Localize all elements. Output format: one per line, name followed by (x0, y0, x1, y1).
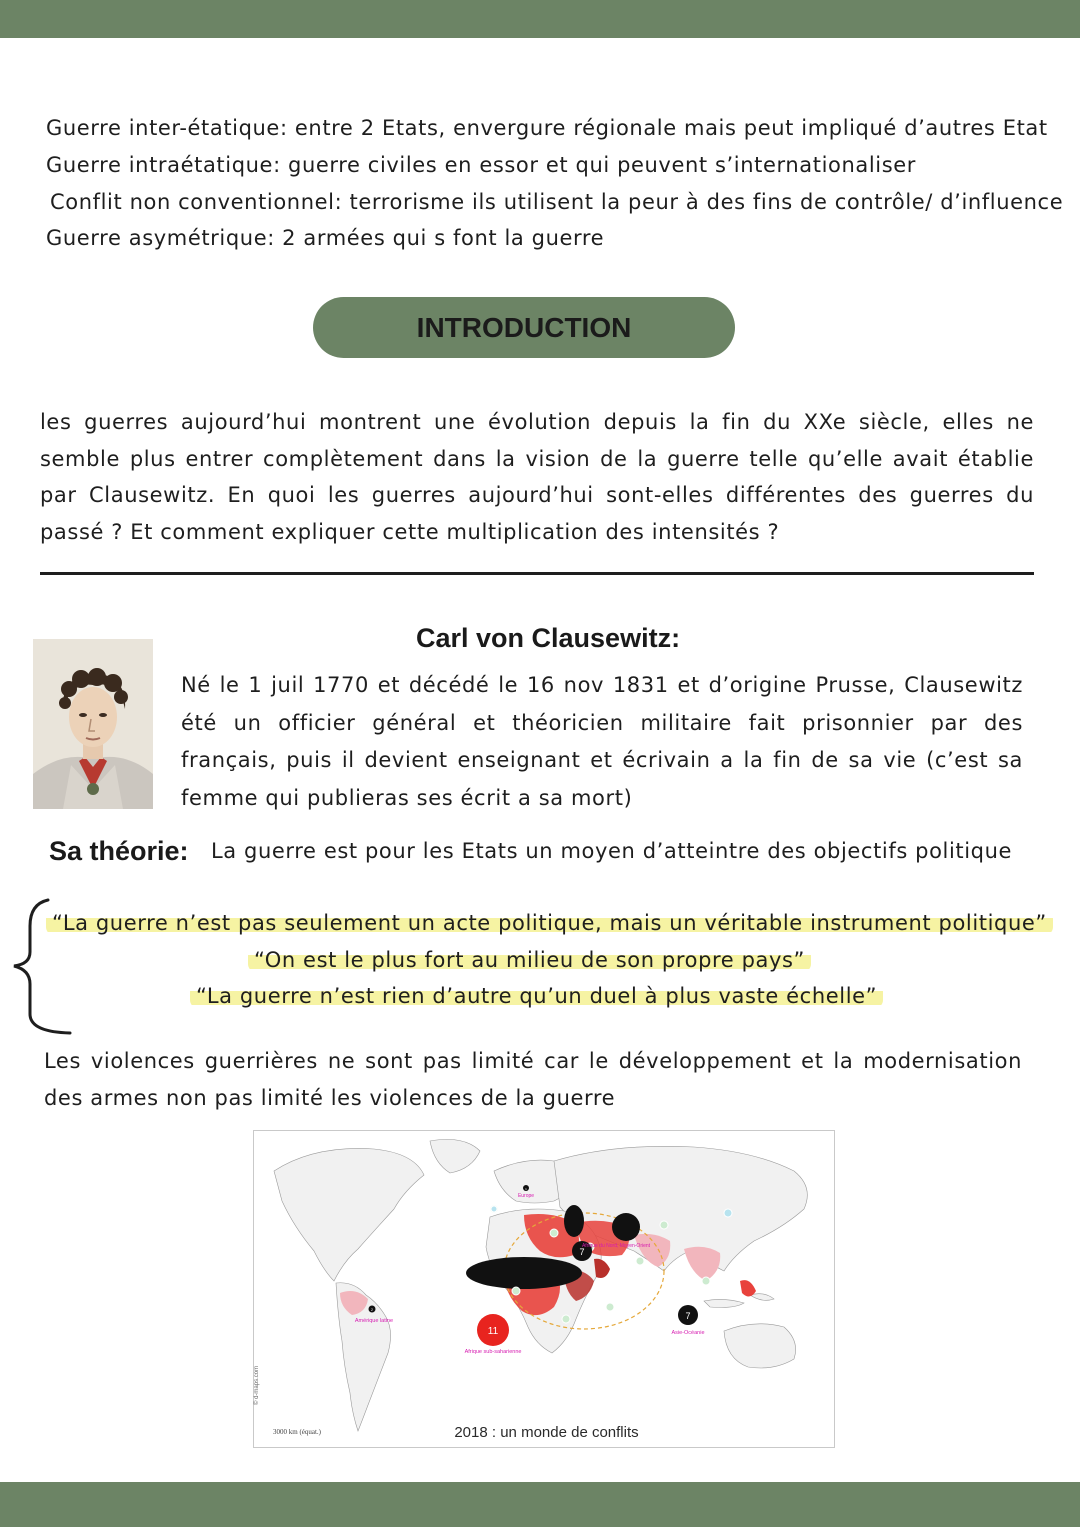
map-caption: 2018 : un monde de conflits (454, 1424, 639, 1441)
badge-label-europe: Europe (517, 1193, 535, 1199)
theory-label: Sa théorie: (49, 836, 189, 866)
definition-asymetrique: Guerre asymétrique: 2 armées qui s font la guerre (46, 226, 605, 250)
badge-count-asie: 7 (685, 1311, 691, 1321)
badge-count-amerique: 2 (371, 1308, 373, 1312)
badge-count-europe: 1 (525, 1187, 527, 1191)
definition-inter-etatique: Guerre inter-étatique: entre 2 Etats, envergure régionale mais peut impliqué d’autres Etat (46, 116, 1048, 140)
definition-non-conventionnel: Conflit non conventionnel: terrorisme ils utilisent la peur à des fins de contrôle/ d’influence (50, 190, 1064, 214)
map-credit: © d-maps.com (254, 1365, 260, 1405)
introduction-heading-pill (313, 297, 735, 358)
badge-count-afrique: 11 (487, 1326, 499, 1337)
introduction-text: les guerres aujourd’hui montrent une évolution depuis la fin du XXe siècle, elles ne semble plus entrer complètement dans la vision de la guerre telle qu’elle avait établie par Clausewitz. En quoi les guerres aujourd’hui sont-elles différentes des guerres du passé ? Et comment expliquer cette multiplication des intensités ? (40, 410, 1034, 544)
badge-label-afrique: Afrique sub-saharienne (464, 1349, 522, 1355)
map-scale-label: 3000 km (équat.) (273, 1428, 322, 1436)
clausewitz-portrait (33, 639, 153, 809)
quote-2: “On est le plus fort au milieu de son propre pays” (248, 948, 811, 972)
bio-title: Carl von Clausewitz: (416, 623, 681, 653)
introduction-heading: INTRODUCTION (416, 311, 632, 343)
badge-label-moyen-orient: Afrique du Nord, Moyen-Orient (581, 1243, 651, 1249)
section-divider (40, 572, 1034, 575)
conflict-map (253, 1130, 835, 1448)
world-map-graphic (254, 1131, 834, 1447)
definition-intraetatique: Guerre intraétatique: guerre civiles en essor et qui peuvent s’internationaliser (46, 153, 917, 177)
badge-label-amerique: Amérique latine (354, 1318, 394, 1324)
theory-text: La guerre est pour les Etats un moyen d’atteintre des objectifs politique (211, 839, 1013, 863)
badge-count-moyen-orient: 7 (579, 1247, 585, 1257)
violence-text: Les violences guerrières ne sont pas limité car le développement et la modernisation des armes non pas limité les violences de la guerre (44, 1049, 1022, 1110)
top-banner (0, 0, 1080, 38)
quote-3: “La guerre n’est rien d’autre qu’un duel à plus vaste échelle” (190, 984, 883, 1008)
bottom-banner (0, 1482, 1080, 1527)
bio-text: Né le 1 juil 1770 et décédé le 16 nov 1831 et d’origine Prusse, Clausewitz été un officier général et théoricien militaire fait prisonnier par des français, puis il devient enseignant et écrivain a la fin de sa vie (c’est sa femme qui publieras ses écrit a sa mort) (181, 673, 1023, 810)
badge-label-asie: Asie-Océanie (671, 1330, 705, 1336)
quote-1: “La guerre n’est pas seulement un acte politique, mais un véritable instrument politique” (46, 911, 1053, 935)
